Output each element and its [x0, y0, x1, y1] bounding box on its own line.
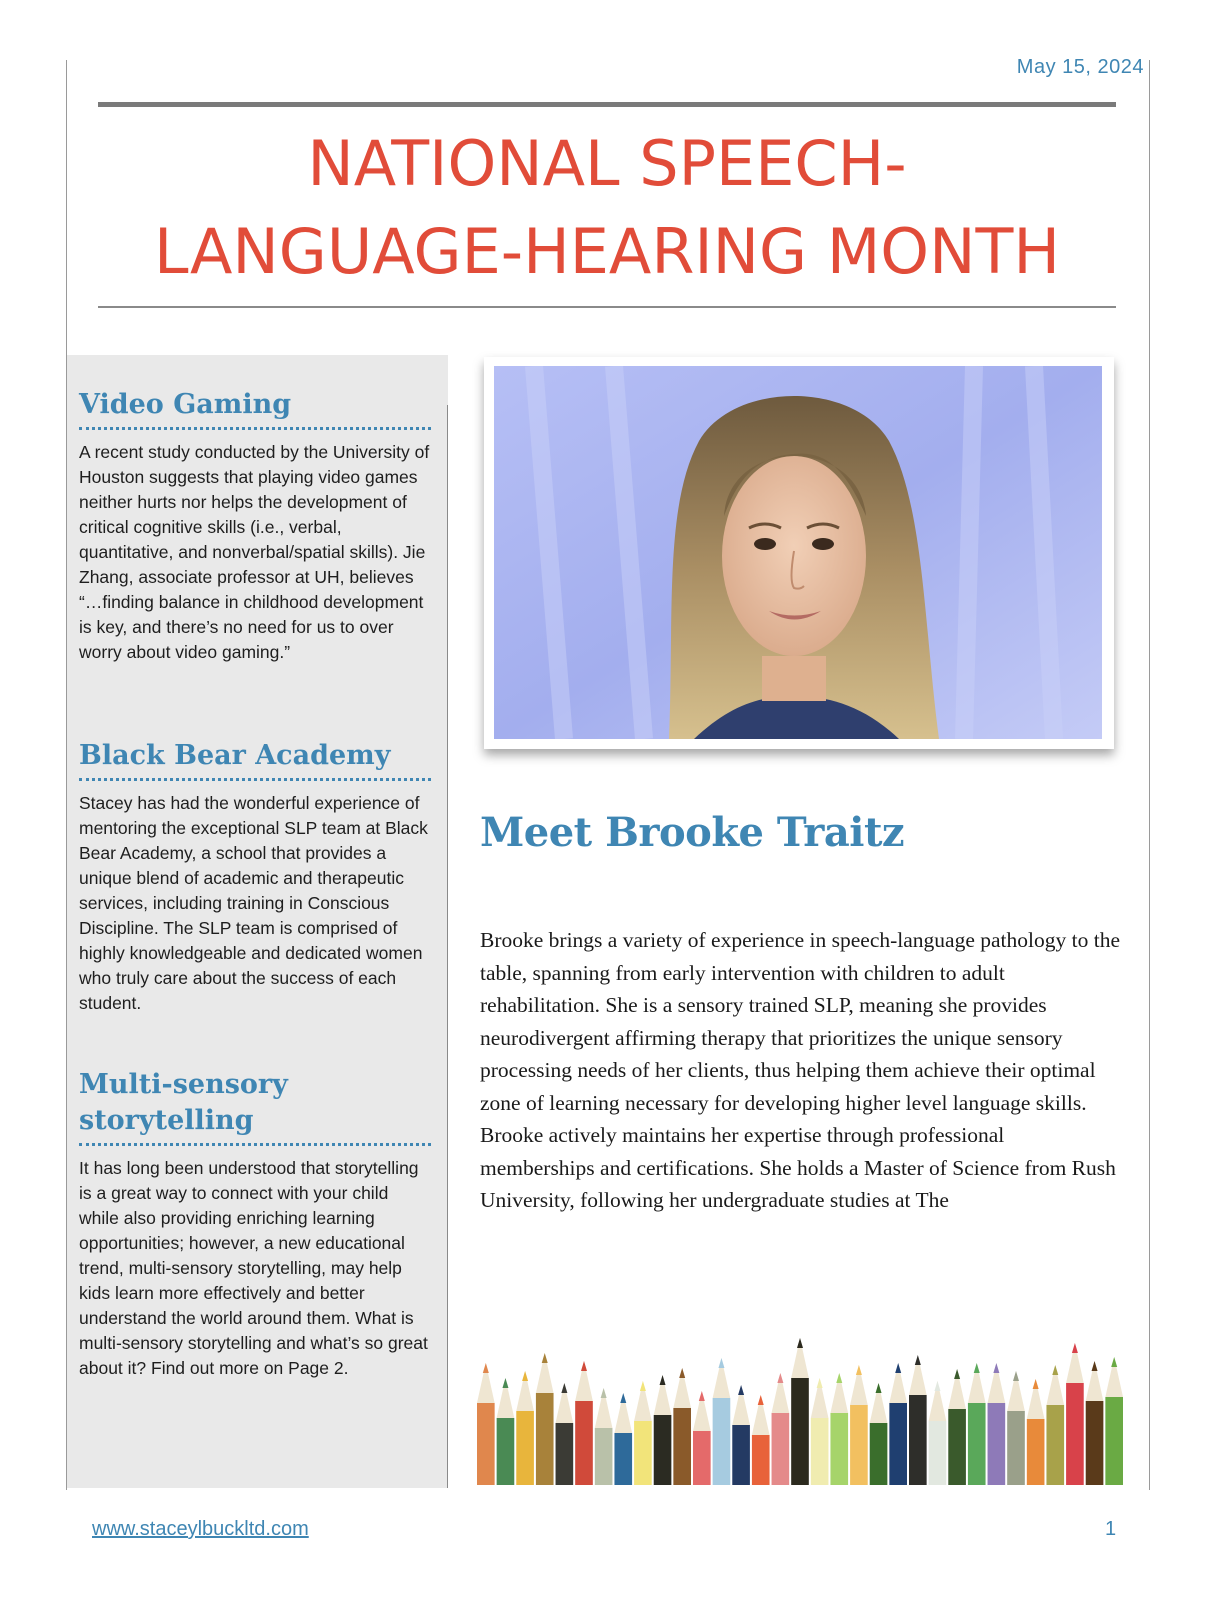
pencil	[556, 1383, 574, 1485]
pencil	[516, 1371, 534, 1485]
header-bottom-rule	[98, 306, 1116, 308]
portrait-frame	[484, 357, 1114, 749]
newsletter-title	[98, 120, 1116, 296]
pencil	[909, 1355, 927, 1485]
pencil	[1046, 1365, 1064, 1485]
section-heading: Multi-sensory storytelling	[79, 1069, 288, 1136]
colored-pencils-icon	[476, 1333, 1124, 1485]
pencil	[1027, 1379, 1045, 1485]
pencil	[830, 1373, 848, 1485]
page-number: 1	[1105, 1518, 1117, 1540]
pencil	[929, 1381, 947, 1485]
pencil	[536, 1353, 554, 1485]
pencil	[791, 1338, 809, 1485]
pencil	[1066, 1343, 1084, 1485]
pencil	[595, 1388, 613, 1485]
header-top-rule	[98, 102, 1116, 107]
pencil	[673, 1368, 691, 1485]
feature-heading: Meet Brooke Traitz	[480, 809, 905, 856]
dotted-divider	[79, 427, 431, 430]
pencil	[889, 1363, 907, 1485]
pencil	[1086, 1361, 1104, 1485]
feature-body: Brooke brings a variety of experience in speech-language pathology to the table, spanning from early intervention with children to adult rehabilitation. She is a sensory trained SLP, meaning she provides neurodivergent affirming therapy that prioritizes the unique sensory processing needs of her clients, thus helping them achieve their optimal zone of learning necessary for developing higher level language skills. Brooke actively maintains her expertise through professional memberships and certifications. She holds a Master of Science from Rush University, following her undergraduate studies at The	[480, 928, 1120, 1212]
portrait-photo	[494, 366, 1102, 739]
sidebar	[67, 355, 448, 1488]
pencil	[811, 1378, 829, 1485]
pencil	[772, 1373, 790, 1485]
sidebar-divider	[447, 405, 448, 1488]
pencil	[654, 1375, 672, 1485]
portrait-illustration	[494, 366, 1102, 739]
issue-date: May 15, 2024	[1016, 56, 1144, 78]
sidebar-section-video-gaming	[79, 387, 431, 665]
pencil	[752, 1395, 770, 1485]
pencil	[497, 1378, 515, 1485]
pencil	[713, 1358, 731, 1485]
section-heading: Video Gaming	[79, 389, 292, 420]
pencil	[1007, 1371, 1025, 1485]
pencil	[870, 1383, 888, 1485]
pencil	[968, 1363, 986, 1485]
pencil	[1105, 1357, 1123, 1485]
pencil	[575, 1361, 593, 1485]
pencil	[732, 1385, 750, 1485]
dotted-divider	[79, 1143, 431, 1146]
pencil	[988, 1363, 1006, 1485]
section-body: Stacey has had the wonderful experience of mentoring the exceptional SLP team at Black Bear Academy, a school that provides a unique blend of academic and therapeutic services, including training in Conscious Discipline. The SLP team is comprised of highly knowledgeable and dedicated women who truly care about the success of each student.	[79, 793, 428, 1013]
section-heading: Black Bear Academy	[79, 740, 391, 771]
website-link[interactable]: www.staceylbuckltd.com	[92, 1518, 309, 1540]
title-line-1: NATIONAL SPEECH-	[307, 127, 907, 200]
pencil	[948, 1369, 966, 1485]
pencil	[477, 1363, 495, 1485]
section-body: It has long been understood that storytelling is a great way to connect with your child while also providing enriching learning opportunities; however, a new educational trend, multi-sensory storytelling, may help kids learn more effectively and better understand the world around them. What is multi-sensory storytelling and what’s so great about it? Find out more on Page 2.	[79, 1158, 428, 1378]
page-right-border	[1149, 60, 1150, 1490]
title-line-2: LANGUAGE-HEARING MONTH	[154, 215, 1060, 288]
dotted-divider	[79, 778, 431, 781]
pencil	[693, 1391, 711, 1485]
pencil	[614, 1393, 632, 1485]
section-body: A recent study conducted by the University of Houston suggests that playing video games neither hurts nor helps the development of critical cognitive skills (i.e., verbal, quantitative, and nonverbal/spatial skills). Jie Zhang, associate professor at UH, believes “…finding balance in childhood development is key, and there’s no need for us to over worry about video gaming.”	[79, 442, 430, 662]
pencil	[850, 1365, 868, 1485]
pencil	[634, 1381, 652, 1485]
sidebar-section-black-bear-academy	[79, 738, 431, 1016]
sidebar-section-multi-sensory-storytelling	[79, 1067, 431, 1381]
